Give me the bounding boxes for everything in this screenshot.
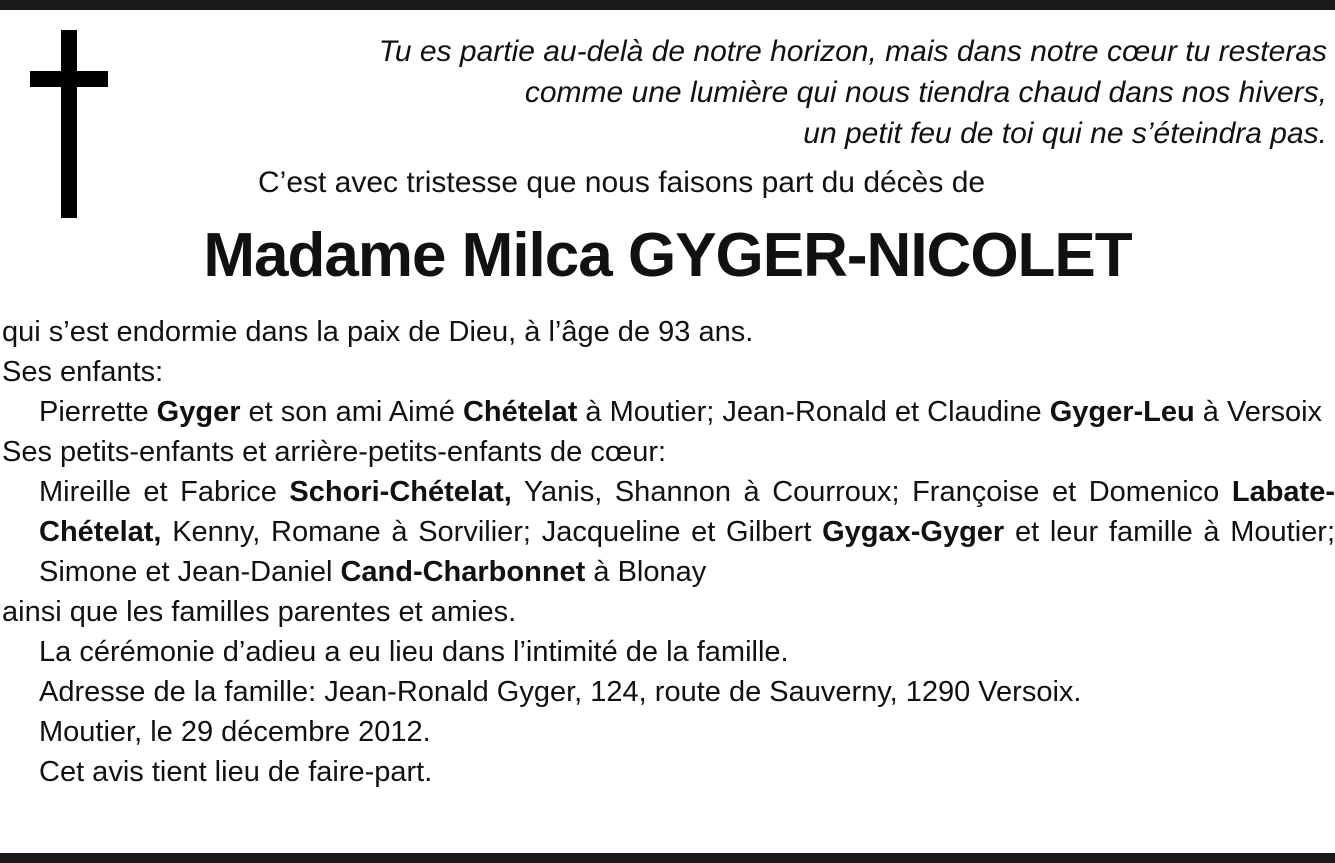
children-heading: Ses enfants: [2, 356, 164, 388]
bottom-border-rule [0, 853, 1335, 863]
cross-horizontal-bar [30, 71, 108, 87]
grandchildren-heading: Ses petits-enfants et arrière-petits-enfants de cœur: [2, 436, 667, 468]
cross-vertical-bar [61, 30, 77, 218]
ceremony-line: La cérémonie d’adieu a eu lieu dans l’intimité de la famille. [39, 636, 789, 668]
family-address: Adresse de la famille: Jean-Ronald Gyger, 124, route de Sauverny, 1290 Versoix. [39, 676, 1082, 708]
announcement-intro: C’est avec tristesse que nous faisons part du décès de [258, 166, 986, 199]
deceased-name: Madame Milca GYGER-NICOLET [203, 221, 1132, 290]
notice-body [2, 312, 1335, 792]
grandchildren-list [2, 472, 1335, 592]
children-text-2: et son ami Aimé [240, 396, 463, 428]
grandchildren-text-3: Kenny, Romane à Sorvilier; Jacqueline et Gilbert [161, 516, 823, 548]
poem-line-2: comme une lumière qui nous tiendra chaud dans nos hivers, [524, 76, 1327, 109]
grandchildren-text-5: à Blonay [585, 556, 707, 588]
grandchildren-surname-4: Cand-Charbonnet [340, 556, 586, 588]
children-text-1: Pierrette [39, 396, 157, 428]
top-border-rule [0, 0, 1335, 10]
children-text-4: à Versoix [1194, 396, 1323, 428]
poem-line-3: un petit feu de toi qui ne s’éteindra pas. [803, 117, 1327, 150]
grandchildren-text-4: et leur famille à Moutier; Simone et Jean-Daniel [39, 516, 1335, 588]
closing-line: Cet avis tient lieu de faire-part. [39, 756, 433, 788]
memorial-poem [379, 31, 1327, 154]
children-text-3: à Moutier; Jean-Ronald et Claudine [577, 396, 1050, 428]
age-line: qui s’est endormie dans la paix de Dieu, à l’âge de 93 ans. [2, 316, 754, 348]
children-surname-3: Gyger-Leu [1049, 396, 1195, 428]
grandchildren-text-1: Mireille et Fabrice [39, 476, 290, 508]
children-list [2, 392, 1335, 432]
grandchildren-surname-1: Schori-Chételat, [289, 476, 512, 508]
grandchildren-surname-2: Labate-Chételat, [39, 476, 1335, 548]
families-line: ainsi que les familles parentes et amies. [2, 596, 517, 628]
children-surname-1: Gyger [156, 396, 241, 428]
place-date: Moutier, le 29 décembre 2012. [39, 716, 431, 748]
grandchildren-surname-3: Gygax-Gyger [822, 516, 1005, 548]
children-surname-2: Chételat [462, 396, 578, 428]
poem-line-1: Tu es partie au-delà de notre horizon, mais dans notre cœur tu resteras [378, 35, 1327, 68]
grandchildren-text-2: Yanis, Shannon à Courroux; Françoise et Domenico [511, 476, 1232, 508]
